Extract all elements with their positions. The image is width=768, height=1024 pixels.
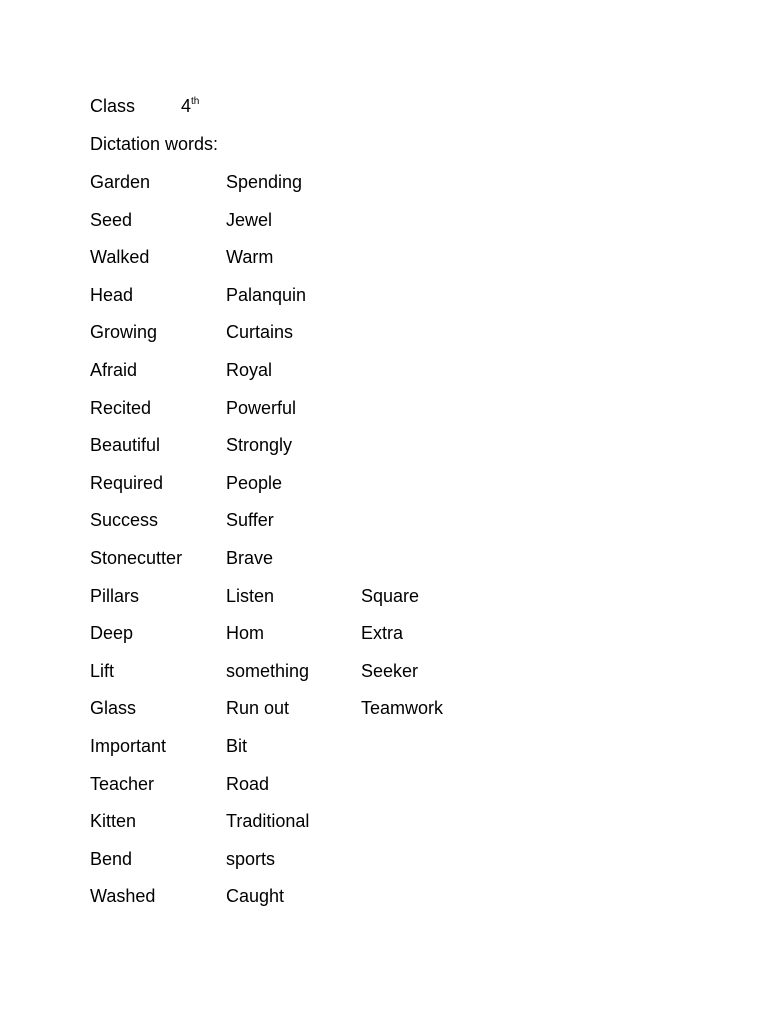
- word-item: Head: [90, 284, 134, 305]
- word-item: Walked: [90, 247, 150, 268]
- class-label: Class: [90, 96, 136, 116]
- word-row: [90, 284, 590, 322]
- word-item: Run out: [226, 698, 290, 719]
- word-item: Teacher: [90, 773, 155, 794]
- word-row: [90, 547, 590, 585]
- dictation-title: Dictation words:: [90, 134, 219, 154]
- word-item: Warm: [226, 247, 274, 268]
- word-item: Bit: [226, 735, 248, 756]
- word-item: Afraid: [90, 359, 138, 380]
- word-row: [90, 321, 590, 359]
- word-item: Deep: [90, 623, 134, 644]
- word-row: [90, 397, 590, 435]
- word-item: Kitten: [90, 811, 137, 832]
- word-item: Growing: [90, 322, 158, 343]
- word-item: Strongly: [226, 435, 293, 456]
- word-item: Road: [226, 773, 270, 794]
- word-row: [90, 246, 590, 284]
- word-item: Palanquin: [226, 284, 307, 305]
- class-suffix: th: [191, 96, 200, 107]
- word-item: Success: [90, 510, 159, 531]
- word-item: Pillars: [90, 585, 140, 606]
- word-item: Garden: [90, 172, 151, 192]
- word-row: [90, 622, 590, 660]
- word-item: Bend: [90, 848, 133, 869]
- word-item: Lift: [90, 660, 115, 681]
- word-item: Recited: [90, 397, 152, 418]
- word-item: Glass: [90, 698, 137, 719]
- word-row: [90, 885, 590, 923]
- word-row: [90, 472, 590, 510]
- word-item: Square: [361, 585, 420, 606]
- word-row: [90, 585, 590, 623]
- word-row: [90, 434, 590, 472]
- word-list: [90, 171, 590, 923]
- word-item: Stonecutter: [90, 547, 183, 568]
- word-row: [90, 509, 590, 547]
- word-item: Beautiful: [90, 435, 161, 456]
- word-item: Traditional: [226, 811, 310, 832]
- word-item: Suffer: [226, 510, 274, 531]
- word-row: [90, 171, 590, 209]
- word-item: Jewel: [226, 209, 273, 230]
- word-item: Extra: [361, 623, 404, 644]
- word-row: [90, 810, 590, 848]
- word-row: [90, 359, 590, 397]
- word-row: [90, 697, 590, 735]
- word-item: Seeker: [361, 660, 419, 681]
- class-number: 4: [181, 96, 192, 116]
- word-item: Powerful: [226, 397, 297, 418]
- word-item: Hom: [226, 623, 265, 644]
- word-row: [90, 773, 590, 811]
- word-item: something: [226, 660, 310, 681]
- word-item: Required: [90, 472, 164, 493]
- word-item: Seed: [90, 209, 133, 230]
- word-item: Listen: [226, 585, 275, 606]
- word-row: [90, 209, 590, 247]
- word-item: Washed: [90, 886, 156, 907]
- word-item: Brave: [226, 547, 274, 568]
- word-item: Caught: [226, 886, 285, 907]
- word-item: Royal: [226, 359, 273, 380]
- word-item: Important: [90, 735, 167, 756]
- word-item: sports: [226, 848, 276, 869]
- word-item: People: [226, 472, 283, 493]
- class-value: [181, 95, 199, 117]
- class-line: [90, 95, 200, 117]
- word-row: [90, 660, 590, 698]
- word-item: Curtains: [226, 322, 294, 343]
- word-item: Spending: [226, 172, 303, 192]
- word-item: Teamwork: [361, 698, 444, 719]
- word-row: [90, 848, 590, 886]
- word-row: [90, 735, 590, 773]
